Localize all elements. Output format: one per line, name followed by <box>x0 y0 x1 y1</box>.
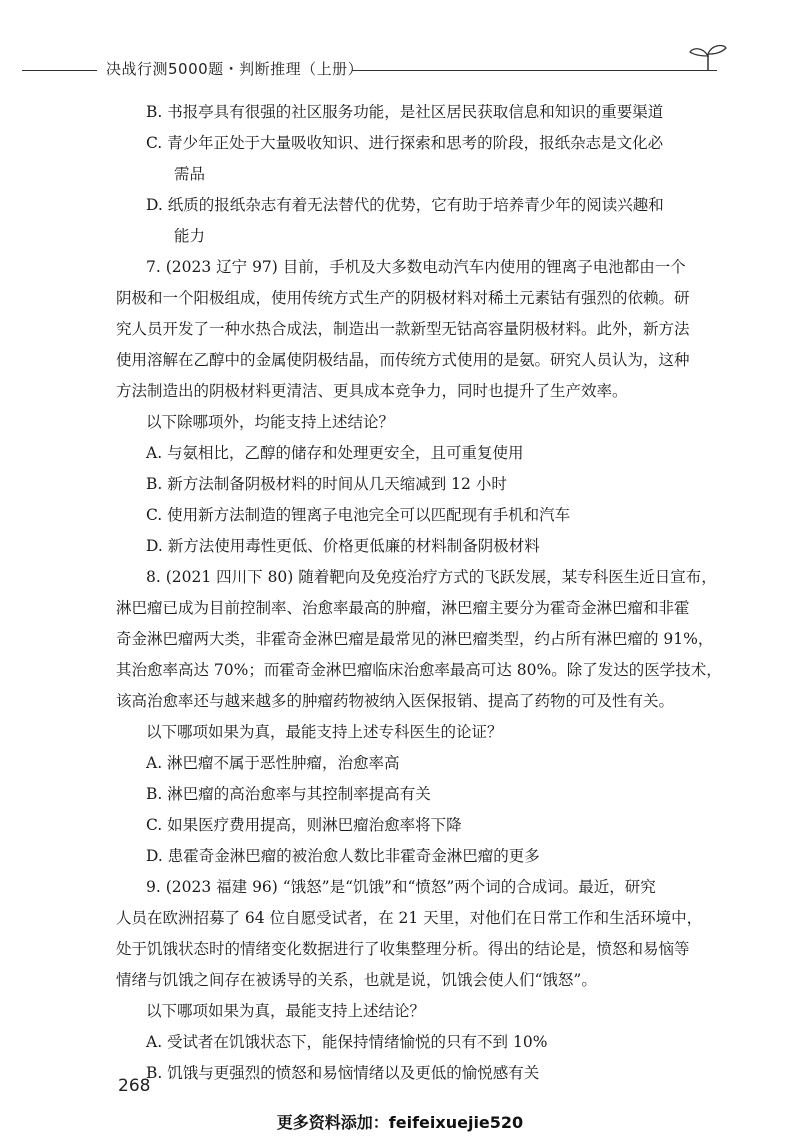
question-stem-line: 究人员开发了一种水热合成法，制造出一款新型无钴高容量阴极材料。此外，新方法 <box>116 320 690 338</box>
footer-note: 更多资料添加：feifeixuejie520 <box>276 1113 524 1132</box>
question-stem-line: 其治愈率高达 70%；而霍奇金淋巴瘤临床治愈率最高可达 80%。除了发达的医学技术， <box>116 661 722 679</box>
answer-option-line: C. 使用新方法制造的锂离子电池完全可以匹配现有手机和汽车 <box>146 506 571 524</box>
answer-option-line: A. 受试者在饥饿状态下，能保持情绪愉悦的只有不到 10% <box>146 1033 548 1051</box>
book-title: 决战行测5000题・判断推理（上册） <box>106 60 364 78</box>
question-prompt: 以下除哪项外，均能支持上述结论？ <box>146 413 395 431</box>
sprout-icon <box>686 42 730 72</box>
answer-option-line: B. 饥饿与更强烈的愤怒和易恼情绪以及更低的愉悦感有关 <box>146 1064 540 1082</box>
question-stem-line: 使用溶解在乙醇中的金属使阴极结晶，而传统方式使用的是氨。研究人员认为，这种 <box>116 351 690 369</box>
answer-option-line: C. 青少年正处于大量吸收知识、进行探索和思考的阶段，报纸杂志是文化必 <box>146 134 664 152</box>
answer-option-continuation: 能力 <box>174 227 206 245</box>
answer-option-line: C. 如果医疗费用提高，则淋巴瘤治愈率将下降 <box>146 816 462 834</box>
question-stem-line: 阴极和一个阳极组成，使用传统方式生产的阴极材料对稀土元素钴有强烈的依赖。研 <box>116 289 690 307</box>
answer-option-line: A. 淋巴瘤不属于恶性肿瘤，治愈率高 <box>146 754 400 772</box>
question-stem-line: 方法制造出的阴极材料更清洁、更具成本竞争力，同时也提升了生产效率。 <box>116 382 628 400</box>
running-header <box>22 58 722 80</box>
page-number: 268 <box>118 1076 151 1096</box>
answer-option-line: D. 患霍奇金淋巴瘤的被治愈人数比非霍奇金淋巴瘤的更多 <box>146 847 540 865</box>
header-rule-right <box>352 70 717 71</box>
answer-option-line: A. 与氨相比，乙醇的储存和处理更安全，且可重复使用 <box>146 444 524 462</box>
header-rule-left <box>22 70 97 71</box>
question-stem-line: 奇金淋巴瘤两大类，非霍奇金淋巴瘤是最常见的淋巴瘤类型，约占所有淋巴瘤的 91%， <box>116 630 714 648</box>
question-stem-first-line: 7. (2023 辽宁 97) 目前，手机及大多数电动汽车内使用的锂离子电池都由一个 <box>146 258 686 276</box>
answer-option-line: B. 淋巴瘤的高治愈率与其控制率提高有关 <box>146 785 431 803</box>
question-stem-line: 情绪与饥饿之间存在被诱导的关系，也就是说，饥饿会使人们“饿怒”。 <box>116 971 597 989</box>
question-stem-line: 该高治愈率还与越来越多的肿瘤药物被纳入医保报销、提高了药物的可及性有关。 <box>116 692 675 710</box>
question-stem-first-line: 9. (2023 福建 96) “饿怒”是“饥饿”和“愤怒”两个词的合成词。最近，研究 <box>146 878 656 896</box>
question-prompt: 以下哪项如果为真，最能支持上述专科医生的论证？ <box>146 723 503 741</box>
question-prompt: 以下哪项如果为真，最能支持上述结论？ <box>146 1002 426 1020</box>
question-stem-first-line: 8. (2021 四川下 80) 随着靶向及免疫治疗方式的飞跃发展，某专科医生近日宣布， <box>146 568 717 586</box>
page-body <box>116 97 722 1089</box>
answer-option-line: B. 新方法制备阴极材料的时间从几天缩减到 12 小时 <box>146 475 507 493</box>
question-stem-line: 淋巴瘤已成为目前控制率、治愈率最高的肿瘤，淋巴瘤主要分为霍奇金淋巴瘤和非霍 <box>116 599 690 617</box>
answer-option-line: D. 新方法使用毒性更低、价格更低廉的材料制备阴极材料 <box>146 537 540 555</box>
answer-option-continuation: 需品 <box>174 165 206 183</box>
question-stem-line: 处于饥饿状态时的情绪变化数据进行了收集整理分析。得出的结论是，愤怒和易恼等 <box>116 940 690 958</box>
answer-option-line: B. 书报亭具有很强的社区服务功能，是社区居民获取信息和知识的重要渠道 <box>146 103 664 121</box>
answer-option-line: D. 纸质的报纸杂志有着无法替代的优势，它有助于培养青少年的阅读兴趣和 <box>146 196 664 214</box>
question-stem-line: 人员在欧洲招募了 64 位自愿受试者，在 21 天里，对他们在日常工作和生活环境中， <box>116 909 703 927</box>
